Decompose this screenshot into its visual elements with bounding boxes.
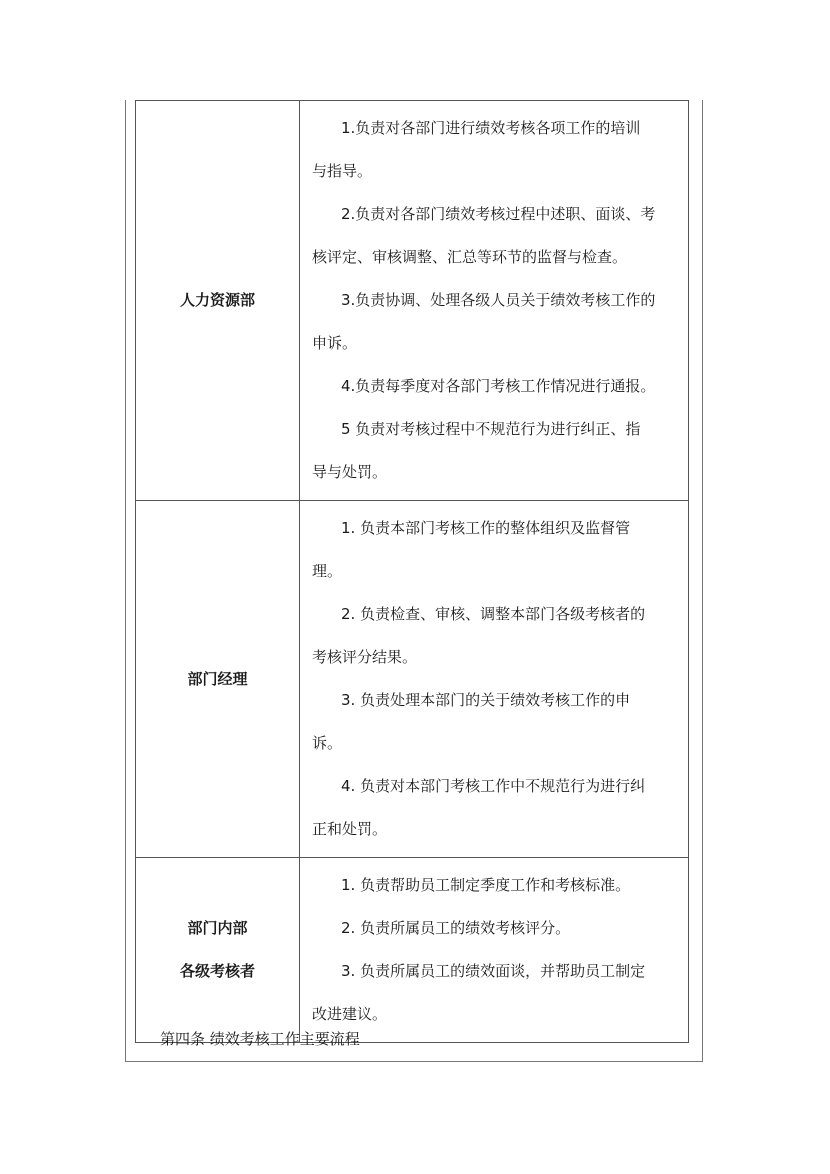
- duty-item: 正和处罚。: [312, 820, 388, 838]
- duty-item: 3. 负责处理本部门的关于绩效考核工作的申: [341, 691, 631, 709]
- duties-cell: [300, 501, 689, 858]
- duty-item: 1.负责对各部门进行绩效考核各项工作的培训: [341, 119, 641, 137]
- duty-item: 诉。: [312, 734, 343, 752]
- table-row: [136, 101, 689, 501]
- role-label: 各级考核者: [179, 962, 255, 980]
- role-label: 人力资源部: [179, 291, 255, 309]
- table-row: [136, 858, 689, 1043]
- duty-item: 理。: [312, 562, 343, 580]
- role-cell: [136, 101, 300, 501]
- duty-item: 申诉。: [312, 334, 358, 352]
- duties-cell: [300, 858, 689, 1043]
- duty-item: 2.负责对各部门绩效考核过程中述职、面谈、考: [341, 205, 656, 223]
- duty-item: 核评定、审核调整、汇总等环节的监督与检查。: [312, 248, 628, 266]
- duty-item: 与指导。: [312, 162, 373, 180]
- duty-item: 5 负责对考核过程中不规范行为进行纠正、指: [341, 420, 641, 438]
- duty-item: 4.负责每季度对各部门考核工作情况进行通报。: [341, 377, 656, 395]
- role-label: 部门内部: [187, 919, 248, 937]
- duties-cell: [300, 101, 689, 501]
- role-cell: [136, 858, 300, 1043]
- section-heading: 第四条 绩效考核工作主要流程: [160, 1030, 360, 1048]
- duty-item: 导与处罚。: [312, 463, 388, 481]
- duty-item: 1. 负责本部门考核工作的整体组织及监督管: [341, 519, 631, 537]
- duty-item: 1. 负责帮助员工制定季度工作和考核标准。: [341, 876, 631, 894]
- table-row: [136, 501, 689, 858]
- duty-item: 2. 负责检查、审核、调整本部门各级考核者的: [341, 605, 646, 623]
- role-label: 部门经理: [187, 669, 248, 688]
- duty-item: 考核评分结果。: [312, 648, 418, 666]
- role-cell: [136, 501, 300, 858]
- duty-item: 改进建议。: [312, 1005, 388, 1023]
- duty-item: 4. 负责对本部门考核工作中不规范行为进行纠: [341, 777, 646, 795]
- duty-item: 2. 负责所属员工的绩效考核评分。: [341, 919, 571, 937]
- duty-item: 3.负责协调、处理各级人员关于绩效考核工作的: [341, 291, 656, 309]
- duty-item: 3. 负责所属员工的绩效面谈，并帮助员工制定: [341, 962, 646, 980]
- responsibility-table: [135, 100, 689, 1043]
